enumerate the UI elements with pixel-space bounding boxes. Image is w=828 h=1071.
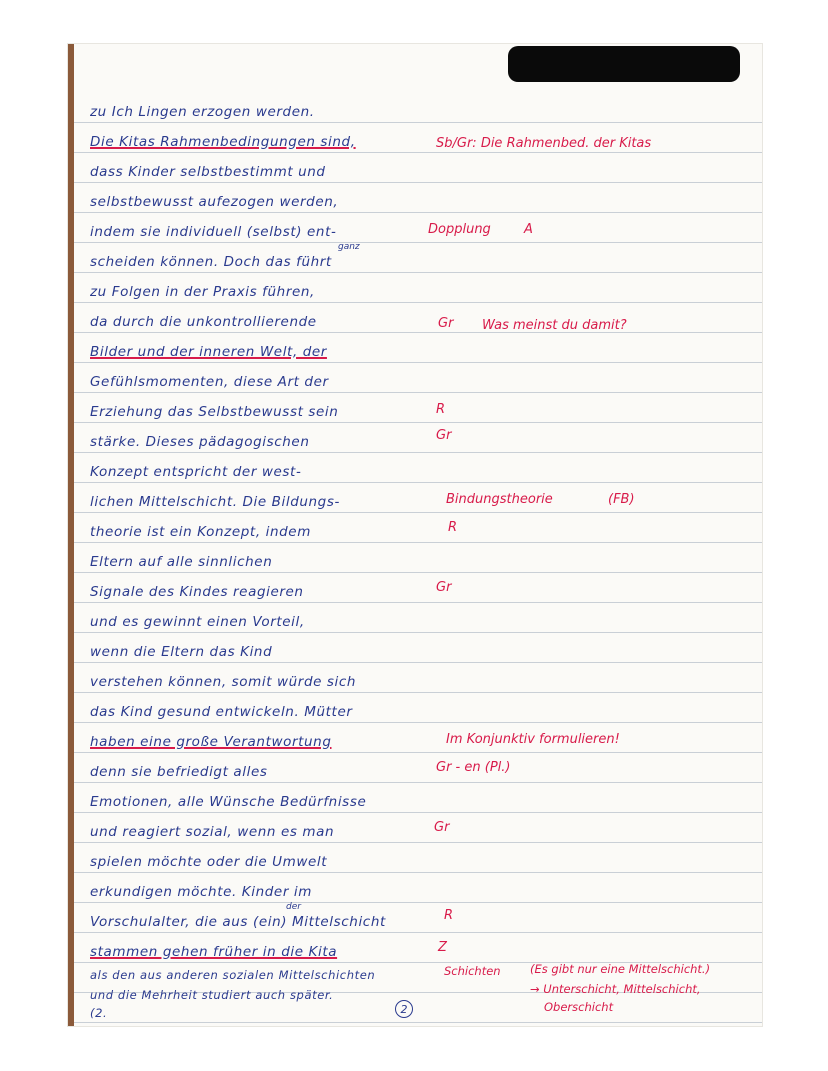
ruling-line bbox=[74, 242, 762, 243]
ruling-line bbox=[74, 572, 762, 573]
superscript-correction: ganz bbox=[338, 242, 360, 252]
ruling-line bbox=[74, 362, 762, 363]
ruling-line bbox=[74, 902, 762, 903]
text-line: Die Kitas Rahmenbedingungen sind, bbox=[90, 134, 356, 150]
ruling-line bbox=[74, 632, 762, 633]
margin-note: (Es gibt nur eine Mittelschicht.) bbox=[530, 962, 711, 976]
text-line: Eltern auf alle sinnlichen bbox=[90, 554, 273, 570]
text-line: selbstbewusst aufezogen werden, bbox=[90, 194, 339, 210]
text-line: verstehen können, somit würde sich bbox=[90, 674, 357, 690]
ruling-line bbox=[74, 872, 762, 873]
text-line: Erziehung das Selbstbewusst sein bbox=[90, 404, 339, 420]
redaction-bar bbox=[508, 46, 740, 82]
ruling-line bbox=[74, 122, 762, 123]
text-line: als den aus anderen sozialen Mittelschichten bbox=[90, 968, 376, 982]
page-edge bbox=[68, 44, 74, 1026]
ruling-line bbox=[74, 302, 762, 303]
text-line: spielen möchte oder die Umwelt bbox=[90, 854, 328, 870]
text-line: zu Folgen in der Praxis führen, bbox=[90, 284, 315, 300]
ruling-line bbox=[74, 782, 762, 783]
text-line: und die Mehrheit studiert auch später. bbox=[90, 988, 334, 1002]
text-line: (2. bbox=[90, 1006, 108, 1020]
margin-note: → Unterschicht, Mittelschicht, bbox=[530, 982, 701, 996]
margin-note: R bbox=[444, 908, 454, 923]
margin-note: Gr bbox=[436, 428, 452, 443]
margin-note: Dopplung bbox=[428, 222, 491, 237]
margin-note: Bindungstheorie bbox=[446, 492, 553, 507]
notebook-page bbox=[68, 44, 762, 1026]
margin-note: Z bbox=[438, 940, 447, 955]
text-line: zu Ich Lingen erzogen werden. bbox=[90, 104, 315, 120]
text-line: und reagiert sozial, wenn es man bbox=[90, 824, 335, 840]
margin-note: Schichten bbox=[444, 964, 501, 978]
margin-note: (FB) bbox=[608, 492, 635, 507]
ruling-line bbox=[74, 212, 762, 213]
text-line: scheiden können. Doch das führt bbox=[90, 254, 332, 270]
margin-note: Gr bbox=[436, 580, 452, 595]
margin-note: R bbox=[448, 520, 458, 535]
margin-note: Oberschicht bbox=[544, 1000, 614, 1014]
ruling-line bbox=[74, 542, 762, 543]
margin-note: Was meinst du damit? bbox=[482, 318, 627, 333]
text-line: indem sie individuell (selbst) ent- bbox=[90, 224, 337, 240]
text-line: Gefühlsmomenten, diese Art der bbox=[90, 374, 329, 390]
ruling-line bbox=[74, 812, 762, 813]
text-line: stammen gehen früher in die Kita bbox=[90, 944, 338, 960]
ruling-line bbox=[74, 932, 762, 933]
text-line: Emotionen, alle Wünsche Bedürfnisse bbox=[90, 794, 367, 810]
ruling-line bbox=[74, 392, 762, 393]
text-line: dass Kinder selbstbestimmt und bbox=[90, 164, 326, 180]
text-line: lichen Mittelschicht. Die Bildungs- bbox=[90, 494, 340, 510]
ruling-line bbox=[74, 482, 762, 483]
ruling-line bbox=[74, 842, 762, 843]
text-line: Konzept entspricht der west- bbox=[90, 464, 302, 480]
text-line: das Kind gesund entwickeln. Mütter bbox=[90, 704, 353, 720]
text-line: da durch die unkontrollierende bbox=[90, 314, 317, 330]
margin-note: Gr - en (Pl.) bbox=[436, 760, 511, 775]
ruling-line bbox=[74, 602, 762, 603]
ruling-line bbox=[74, 422, 762, 423]
ruling-line bbox=[74, 152, 762, 153]
margin-note: Im Konjunktiv formulieren! bbox=[446, 732, 620, 747]
text-line: wenn die Eltern das Kind bbox=[90, 644, 273, 660]
text-line: Vorschulalter, die aus (ein) Mittelschicht bbox=[90, 914, 386, 930]
ruling-line bbox=[74, 332, 762, 333]
ruling-line bbox=[74, 722, 762, 723]
ruling-line bbox=[74, 662, 762, 663]
text-line: stärke. Dieses pädagogischen bbox=[90, 434, 310, 450]
text-line: erkundigen möchte. Kinder im bbox=[90, 884, 312, 900]
margin-note: Gr bbox=[434, 820, 450, 835]
text-line: denn sie befriedigt alles bbox=[90, 764, 268, 780]
text-line: und es gewinnt einen Vorteil, bbox=[90, 614, 305, 630]
text-line: haben eine große Verantwortung bbox=[90, 734, 332, 750]
text-line: Signale des Kindes reagieren bbox=[90, 584, 304, 600]
ruling-line bbox=[74, 512, 762, 513]
ruling-line bbox=[74, 692, 762, 693]
page-number-circle: 2 bbox=[395, 1000, 413, 1018]
margin-note: A bbox=[524, 222, 533, 237]
margin-note: Gr bbox=[438, 316, 454, 331]
margin-note: R bbox=[436, 402, 446, 417]
ruling-line bbox=[74, 182, 762, 183]
superscript-correction: der bbox=[286, 902, 301, 912]
ruling-line bbox=[74, 272, 762, 273]
ruling-line bbox=[74, 452, 762, 453]
ruling-line bbox=[74, 1022, 762, 1023]
ruling-line bbox=[74, 752, 762, 753]
margin-note: Sb/Gr: Die Rahmenbed. der Kitas bbox=[436, 136, 652, 151]
text-line: Bilder und der inneren Welt, der bbox=[90, 344, 327, 360]
text-line: theorie ist ein Konzept, indem bbox=[90, 524, 311, 540]
